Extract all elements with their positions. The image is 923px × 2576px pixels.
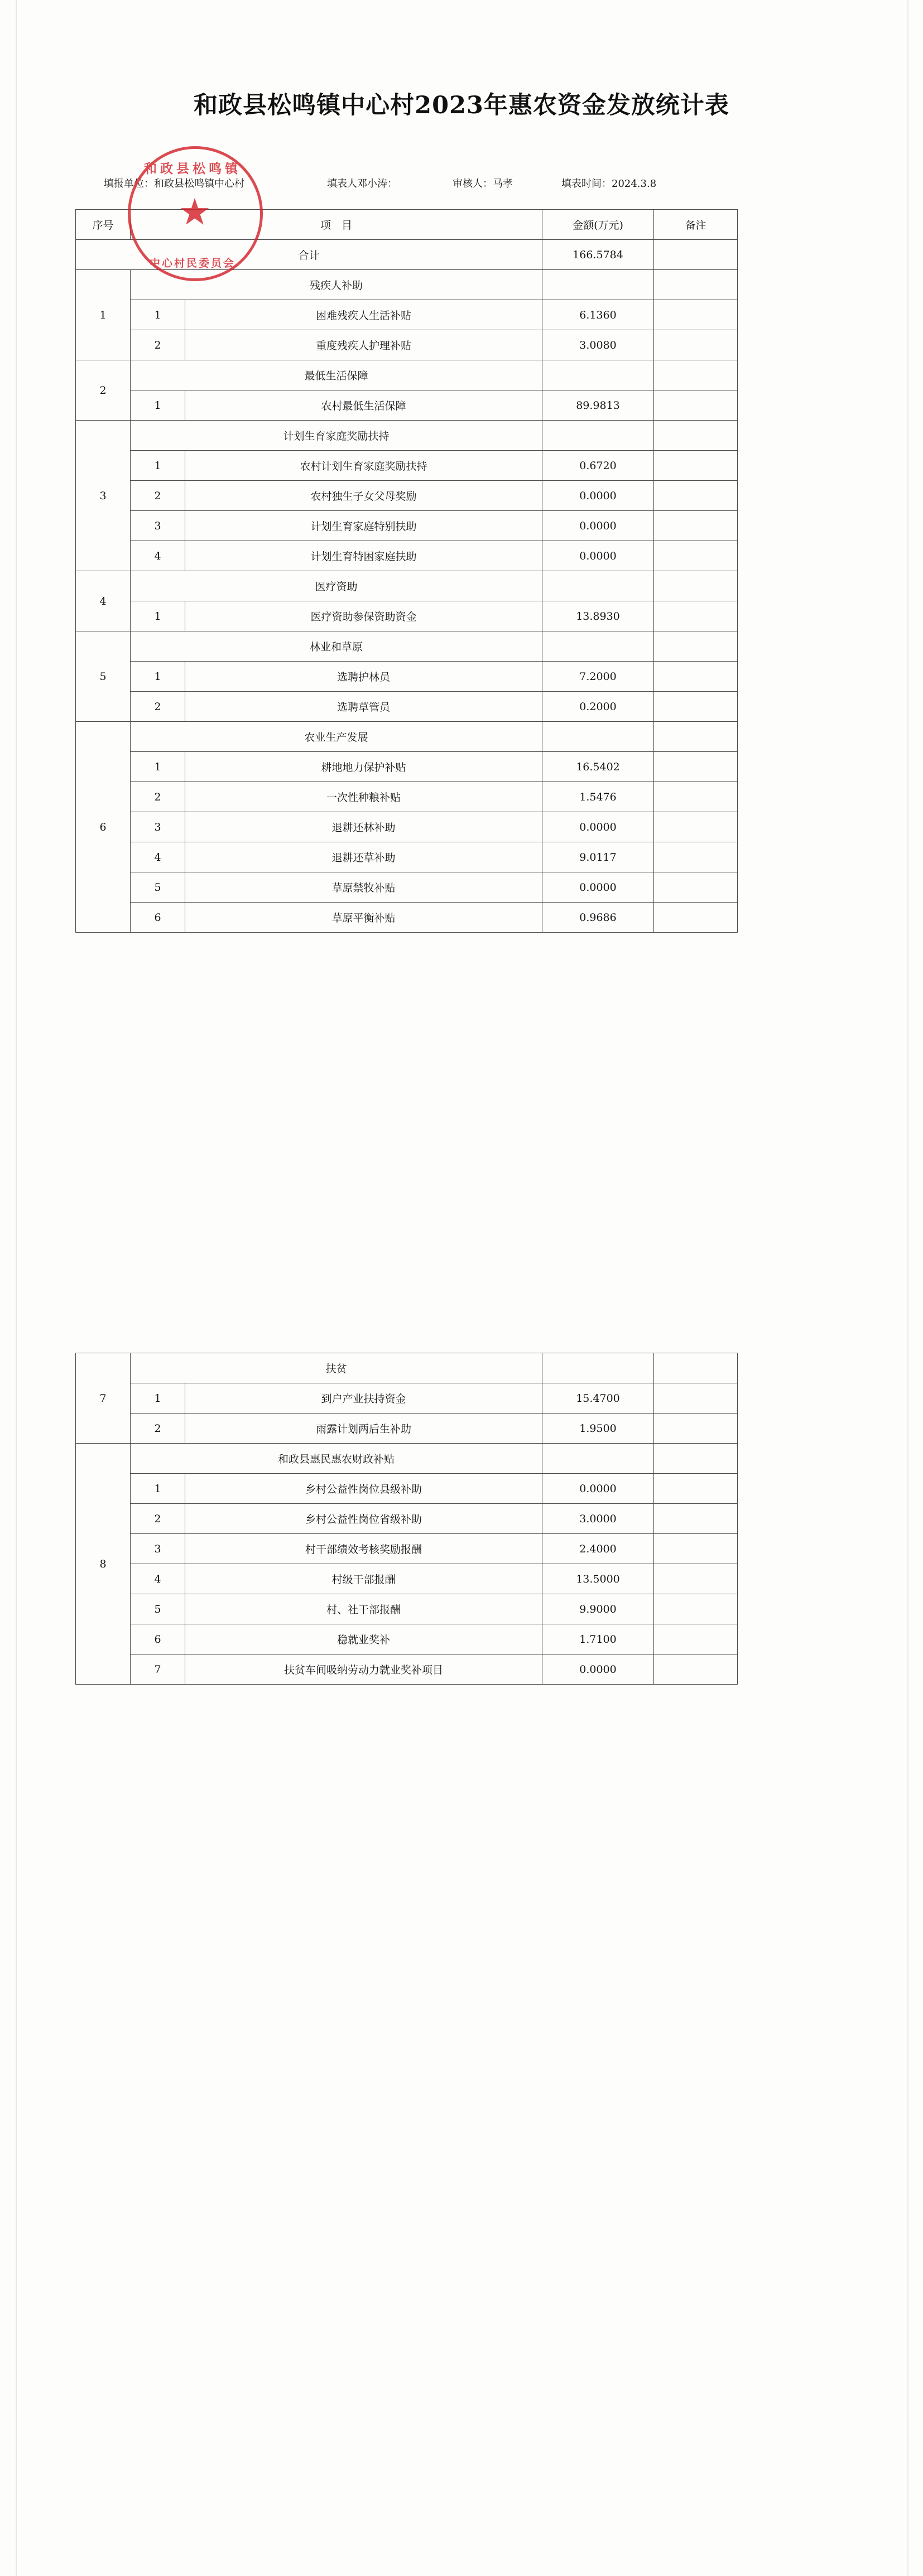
group-amount (542, 1353, 654, 1383)
row-amount: 15.4700 (542, 1383, 654, 1414)
row-note (654, 1383, 738, 1414)
row-sub-index: 1 (131, 1383, 185, 1414)
row-note (654, 842, 738, 872)
row-note (654, 390, 738, 421)
group-seq: 2 (76, 360, 131, 421)
table-row (76, 330, 738, 360)
table-row (76, 1504, 738, 1534)
row-amount: 0.0000 (542, 511, 654, 541)
row-item-name: 到户产业扶持资金 (185, 1383, 542, 1414)
row-item-name: 村级干部报酬 (185, 1564, 542, 1594)
row-item-name: 乡村公益性岗位省级补助 (185, 1504, 542, 1534)
group-seq: 8 (76, 1444, 131, 1685)
table-row (76, 662, 738, 692)
group-amount (542, 270, 654, 300)
table-row (76, 1383, 738, 1414)
group-amount (542, 631, 654, 662)
row-amount: 9.0117 (542, 842, 654, 872)
group-category: 扶贫 (131, 1353, 542, 1383)
table-total-row (76, 240, 738, 270)
row-amount: 13.5000 (542, 1564, 654, 1594)
table-row (76, 1444, 738, 1474)
row-note (654, 1654, 738, 1685)
row-sub-index: 2 (131, 330, 185, 360)
row-item-name: 一次性种粮补贴 (185, 782, 542, 812)
group-category: 医疗资助 (131, 571, 542, 601)
row-item-name: 村、社干部报酬 (185, 1594, 542, 1624)
table-row (76, 360, 738, 390)
row-amount: 0.0000 (542, 812, 654, 842)
row-amount: 0.0000 (542, 481, 654, 511)
row-sub-index: 1 (131, 1474, 185, 1504)
row-item-name: 退耕还林补助 (185, 812, 542, 842)
group-category: 计划生育家庭奖励扶持 (131, 421, 542, 451)
row-amount: 1.7100 (542, 1624, 654, 1654)
column-header-seq: 序号 (76, 210, 131, 240)
table-row (76, 1654, 738, 1685)
group-seq: 4 (76, 571, 131, 631)
row-amount: 6.1360 (542, 300, 654, 330)
group-seq: 1 (76, 270, 131, 360)
row-item-name: 乡村公益性岗位县级补助 (185, 1474, 542, 1504)
star-icon: ★ (178, 190, 211, 234)
row-amount: 9.9000 (542, 1594, 654, 1624)
table-row (76, 481, 738, 511)
row-sub-index: 6 (131, 903, 185, 933)
row-amount: 3.0080 (542, 330, 654, 360)
row-note (654, 451, 738, 481)
row-item-name: 村干部绩效考核奖励报酬 (185, 1534, 542, 1564)
table-row (76, 631, 738, 662)
row-note (654, 300, 738, 330)
group-amount (542, 421, 654, 451)
table-row (76, 541, 738, 571)
row-note (654, 541, 738, 571)
row-amount: 0.6720 (542, 451, 654, 481)
row-sub-index: 2 (131, 481, 185, 511)
row-amount: 1.9500 (542, 1414, 654, 1444)
table-row (76, 1414, 738, 1444)
row-item-name: 稳就业奖补 (185, 1624, 542, 1654)
row-amount: 13.8930 (542, 601, 654, 631)
row-item-name: 计划生育家庭特别扶助 (185, 511, 542, 541)
group-note (654, 1444, 738, 1474)
row-note (654, 872, 738, 903)
row-note (654, 1474, 738, 1504)
group-note (654, 360, 738, 390)
group-category: 农业生产发展 (131, 722, 542, 752)
table-row (76, 1564, 738, 1594)
row-amount: 0.0000 (542, 541, 654, 571)
row-note (654, 782, 738, 812)
row-amount: 0.0000 (542, 1654, 654, 1685)
total-amount: 166.5784 (542, 240, 654, 270)
row-note (654, 752, 738, 782)
row-note (654, 601, 738, 631)
table-row (76, 692, 738, 722)
group-seq: 5 (76, 631, 131, 722)
row-note (654, 481, 738, 511)
row-note (654, 692, 738, 722)
table-row (76, 812, 738, 842)
row-sub-index: 4 (131, 1564, 185, 1594)
column-header-note: 备注 (654, 210, 738, 240)
meta-filler: 填表人邓小涛： (327, 178, 397, 190)
scan-edge-left (16, 0, 17, 2576)
row-item-name: 雨露计划两后生补助 (185, 1414, 542, 1444)
row-note (654, 330, 738, 360)
table-row (76, 1624, 738, 1654)
table-row (76, 1534, 738, 1564)
column-header-amount: 金额(万元) (542, 210, 654, 240)
group-seq: 3 (76, 421, 131, 571)
row-item-name: 农村最低生活保障 (185, 390, 542, 421)
group-note (654, 631, 738, 662)
row-amount: 2.4000 (542, 1534, 654, 1564)
benefit-table-part1 (75, 209, 738, 933)
group-amount (542, 722, 654, 752)
row-item-name: 计划生育特困家庭扶助 (185, 541, 542, 571)
row-sub-index: 1 (131, 662, 185, 692)
row-item-name: 重度残疾人护理补贴 (185, 330, 542, 360)
row-item-name: 选聘草管员 (185, 692, 542, 722)
row-item-name: 医疗资助参保资助资金 (185, 601, 542, 631)
row-amount: 3.0000 (542, 1504, 654, 1534)
group-amount (542, 1444, 654, 1474)
group-category: 林业和草原 (131, 631, 542, 662)
row-sub-index: 1 (131, 300, 185, 330)
group-note (654, 571, 738, 601)
group-seq: 7 (76, 1353, 131, 1444)
row-sub-index: 5 (131, 872, 185, 903)
row-item-name: 扶贫车间吸纳劳动力就业奖补项目 (185, 1654, 542, 1685)
group-amount (542, 360, 654, 390)
row-item-name: 耕地地力保护补贴 (185, 752, 542, 782)
table-row (76, 1353, 738, 1383)
row-amount: 7.2000 (542, 662, 654, 692)
meta-reviewer: 审核人：马孝 (453, 178, 513, 190)
row-item-name: 困难残疾人生活补贴 (185, 300, 542, 330)
row-amount: 0.0000 (542, 1474, 654, 1504)
table-row (76, 1594, 738, 1624)
table-row (76, 842, 738, 872)
scan-edge-right (907, 0, 908, 2576)
group-note (654, 270, 738, 300)
meta-date: 填表时间：2024.3.8 (561, 178, 657, 190)
row-note (654, 1504, 738, 1534)
group-note (654, 1353, 738, 1383)
row-sub-index: 1 (131, 601, 185, 631)
group-note (654, 421, 738, 451)
row-note (654, 1624, 738, 1654)
form-meta (104, 176, 829, 190)
row-sub-index: 3 (131, 812, 185, 842)
table-row (76, 1474, 738, 1504)
row-amount: 0.9686 (542, 903, 654, 933)
row-sub-index: 1 (131, 752, 185, 782)
table-row (76, 722, 738, 752)
row-sub-index: 1 (131, 390, 185, 421)
total-note (654, 240, 738, 270)
row-item-name: 农村计划生育家庭奖励扶持 (185, 451, 542, 481)
row-sub-index: 2 (131, 1414, 185, 1444)
row-sub-index: 6 (131, 1624, 185, 1654)
group-category: 残疾人补助 (131, 270, 542, 300)
row-item-name: 选聘护林员 (185, 662, 542, 692)
seal-top-text: 和政县松鸣镇 (144, 161, 241, 176)
table-row (76, 451, 738, 481)
group-category: 最低生活保障 (131, 360, 542, 390)
row-item-name: 草原禁牧补贴 (185, 872, 542, 903)
row-note (654, 662, 738, 692)
row-note (654, 903, 738, 933)
table-row (76, 421, 738, 451)
table-row (76, 270, 738, 300)
row-sub-index: 2 (131, 692, 185, 722)
row-note (654, 1564, 738, 1594)
row-item-name: 草原平衡补贴 (185, 903, 542, 933)
column-header-item: 项 目 (131, 210, 542, 240)
row-sub-index: 3 (131, 1534, 185, 1564)
row-note (654, 1534, 738, 1564)
row-sub-index: 2 (131, 1504, 185, 1534)
table-row (76, 903, 738, 933)
table-row (76, 782, 738, 812)
table-row (76, 601, 738, 631)
row-amount: 0.2000 (542, 692, 654, 722)
row-sub-index: 3 (131, 511, 185, 541)
table-row (76, 872, 738, 903)
row-sub-index: 4 (131, 842, 185, 872)
row-sub-index: 1 (131, 451, 185, 481)
row-note (654, 1414, 738, 1444)
row-item-name: 退耕还草补助 (185, 842, 542, 872)
row-note (654, 812, 738, 842)
benefit-table-part2 (75, 1353, 738, 1685)
row-note (654, 511, 738, 541)
row-item-name: 农村独生子女父母奖励 (185, 481, 542, 511)
group-category: 和政县惠民惠农财政补贴 (131, 1444, 542, 1474)
row-amount: 1.5476 (542, 782, 654, 812)
table-row (76, 511, 738, 541)
table-row (76, 571, 738, 601)
group-note (654, 722, 738, 752)
group-amount (542, 571, 654, 601)
row-amount: 16.5402 (542, 752, 654, 782)
row-sub-index: 7 (131, 1654, 185, 1685)
row-amount: 0.0000 (542, 872, 654, 903)
seal-bottom-text: 中心村民委员会 (149, 257, 235, 269)
row-sub-index: 4 (131, 541, 185, 571)
table-row (76, 390, 738, 421)
table-row (76, 300, 738, 330)
row-amount: 89.9813 (542, 390, 654, 421)
meta-reporting-unit: 填报单位：和政县松鸣镇中心村 (104, 178, 244, 190)
page-title: 和政县松鸣镇中心村2023年惠农资金发放统计表 (194, 91, 729, 119)
row-note (654, 1594, 738, 1624)
row-sub-index: 5 (131, 1594, 185, 1624)
group-seq: 6 (76, 722, 131, 933)
table-header-row (76, 210, 738, 240)
table-row (76, 752, 738, 782)
row-sub-index: 2 (131, 782, 185, 812)
total-label: 合计 (76, 240, 542, 270)
